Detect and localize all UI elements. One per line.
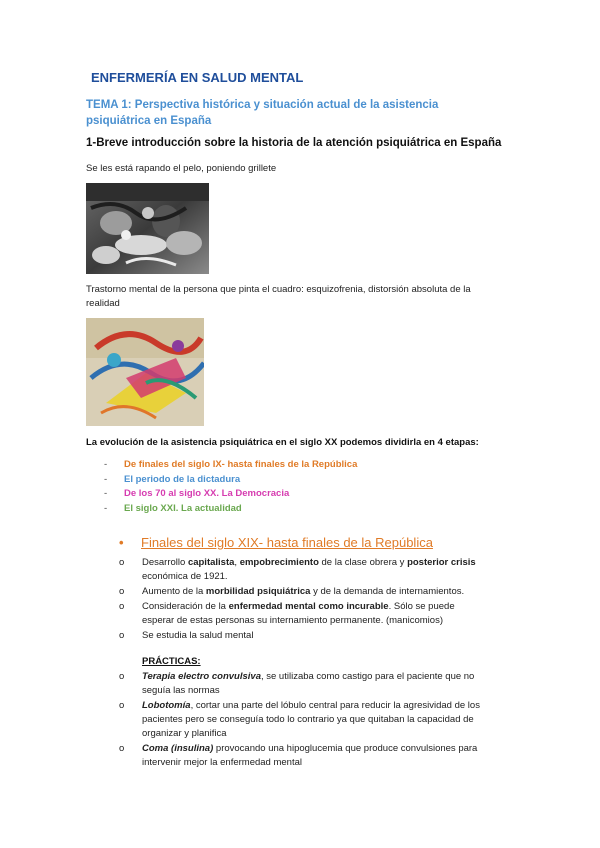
- circle-marker: o: [119, 630, 125, 641]
- section-heading: Finales del siglo XIX- hasta finales de la República: [141, 535, 433, 550]
- practicas-list: [119, 670, 482, 771]
- evolution-intro: La evolución de la asistencia psiquiátrica en el siglo XX podemos dividirla en 4 etapas:: [86, 437, 479, 448]
- historical-engraving-image: [86, 183, 209, 274]
- stage-item: [104, 473, 357, 488]
- list-item: [119, 699, 482, 741]
- stages-list: [104, 458, 357, 516]
- circle-marker: o: [119, 671, 125, 682]
- stage-item: [104, 487, 357, 502]
- stage-label: De los 70 al siglo XX. La Democracia: [124, 488, 290, 500]
- dash-marker: -: [104, 473, 108, 485]
- caption-first-image: Se les está rapando el pelo, poniendo grillete: [86, 163, 277, 174]
- stage-item: [104, 458, 357, 473]
- list-item-text: Se estudia la salud mental: [142, 630, 254, 641]
- list-item-text: Lobotomía, cortar una parte del lóbulo central para reducir la agresividad de los pacientes pero se conseguía todo lo contrario ya que quitaban la capacidad de organizar y planifica: [142, 700, 480, 739]
- circle-marker: o: [119, 601, 125, 612]
- bullet-marker: •: [119, 535, 124, 550]
- list-item: [119, 585, 482, 599]
- causes-list: [119, 556, 482, 644]
- topic-heading: TEMA 1: Perspectiva histórica y situación actual de la asistencia psiquiátrica en España: [86, 99, 439, 127]
- practicas-label: PRÁCTICAS:: [142, 656, 201, 667]
- stage-label: De finales del siglo IX- hasta finales de la República: [124, 459, 358, 470]
- list-item-text: Aumento de la morbilidad psiquiátrica y de la demanda de internamientos.: [142, 586, 465, 597]
- circle-marker: o: [119, 700, 125, 711]
- list-item-text: Coma (insulina) provocando una hipoglucemia que produce convulsiones para intervenir mejor la enfermedad mental: [142, 743, 478, 768]
- section-heading-intro: 1-Breve introducción sobre la historia de la atención psiquiátrica en España: [86, 137, 502, 149]
- list-item: [119, 629, 482, 643]
- list-item-text: Terapia electro convulsiva, se utilizaba como castigo para el paciente que no seguía las normas: [142, 671, 475, 696]
- list-item: [119, 670, 482, 698]
- dash-marker: -: [104, 502, 108, 514]
- circle-marker: o: [119, 557, 125, 568]
- dash-marker: -: [104, 459, 108, 470]
- circle-marker: o: [119, 743, 125, 754]
- document-title: ENFERMERÍA EN SALUD MENTAL: [91, 70, 304, 85]
- list-item-text: Consideración de la enfermedad mental como incurable. Sólo se puede esperar de estas personas su internamiento permanente. (manicomios): [142, 601, 455, 626]
- stage-item: [104, 502, 357, 517]
- stage-label: El periodo de la dictadura: [124, 473, 241, 485]
- abstract-painting-image: [86, 318, 204, 426]
- list-item: [119, 556, 482, 584]
- caption-second-image: Trastorno mental de la persona que pinta el cuadro: esquizofrenia, distorsión absoluta de la realidad: [86, 284, 471, 309]
- list-item: [119, 600, 482, 628]
- circle-marker: o: [119, 586, 125, 597]
- stage-label: El siglo XXI. La actualidad: [124, 502, 242, 514]
- dash-marker: -: [104, 488, 108, 500]
- list-item-text: Desarrollo capitalista, empobrecimiento de la clase obrera y posterior crisis económica de 1921.: [142, 557, 476, 582]
- section-heading-row: [119, 535, 433, 550]
- list-item: [119, 742, 482, 770]
